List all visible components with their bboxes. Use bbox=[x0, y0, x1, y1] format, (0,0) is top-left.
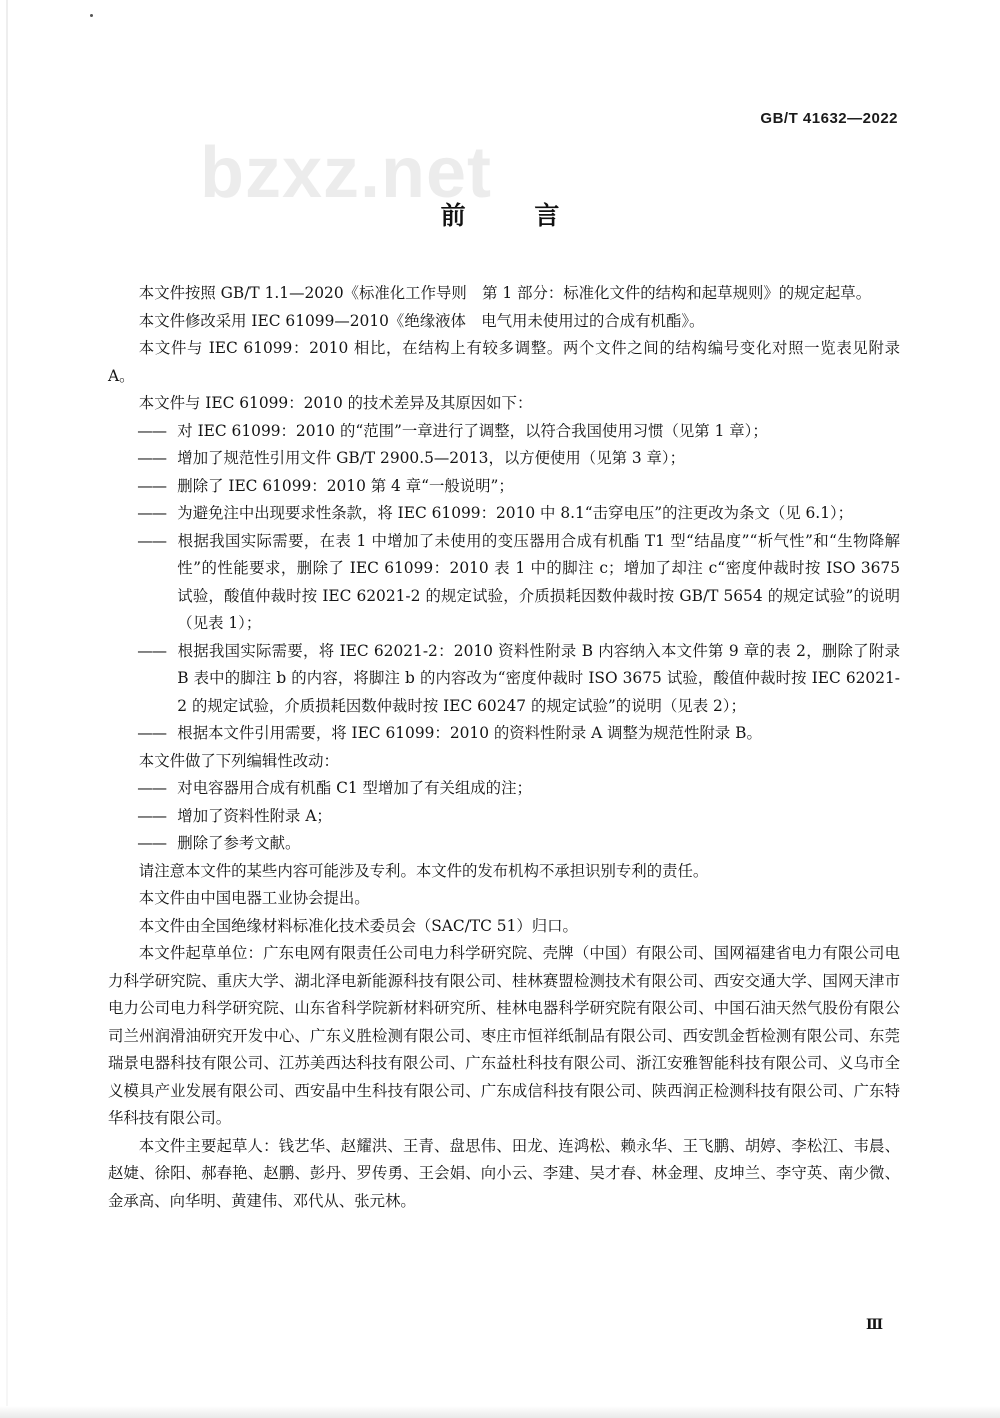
list-item-text: 根据我国实际需要，将 IEC 62021-2：2010 资料性附录 B 内容纳入本文件第 9 章的表 2，删除了附录 B 表中的脚注 b 的内容，将脚注 b 的内容改为“密度仲裁时 ISO 3675 试验，酸值仲裁时按 IEC 62021-2 的规定试验，介质损耗因数仲裁时按 IEC 60247 的规定试验”的说明（见表 2）； bbox=[177, 641, 900, 715]
paragraph-structure: 本文件与 IEC 61099：2010 相比，在结构上有较多调整。两个文件之间的结构编号变化对照一览表见附录 A。 bbox=[108, 339, 900, 385]
list-item bbox=[108, 638, 900, 721]
paragraph-committee: 本文件由全国绝缘材料标准化技术委员会（SAC/TC 51）归口。 bbox=[138, 916, 578, 935]
list-item-text: 增加了资料性附录 A； bbox=[177, 806, 332, 825]
paragraph-drafting-units: 本文件起草单位：广东电网有限责任公司电力科学研究院、壳牌（中国）有限公司、国网福建省电力有限公司电力科学研究院、重庆大学、湖北泽电新能源科技有限公司、桂林赛盟检测技术有限公司、西安交通大学、国网天津市电力公司电力科学研究院、山东省科学院新材料研究所、桂林电器科学研究院有限公司、中国石油天然气股份有限公司兰州润滑油研究开发中心、广东义胜检测有限公司、枣庄市恒祥纸制品有限公司、西安凯金哲检测有限公司、东莞瑞景电器科技有限公司、江苏美西达科技有限公司、广东益杜科技有限公司、浙江安雅智能科技有限公司、义乌市全义模具产业发展有限公司、西安晶中生科技有限公司、广东成信科技有限公司、陕西润正检测科技有限公司、广东特华科技有限公司。 bbox=[108, 944, 900, 1127]
dash-bullet: —— bbox=[137, 779, 167, 797]
list-item-text: 增加了规范性引用文件 GB/T 2900.5—2013，以方便使用（见第 3 章）； bbox=[177, 449, 686, 467]
list-item-text: 删除了参考文献。 bbox=[177, 834, 301, 852]
list-item-text: 根据我国实际需要，在表 1 中增加了未使用的变压器用合成有机酯 T1 型“结晶度”“析气性”和“生物降解性”的性能要求，删除了 IEC 61099：2010 表 1 中的脚注 c；增加了却注 c“密度仲裁时按 ISO 3675 试验，酸值仲裁时按 IEC 62021-2 的规定试验，介质损耗因数仲裁时按 GB/T 5654 的规定试验”的说明（见表 1）； bbox=[177, 531, 900, 632]
watermark: bzxz.net bbox=[200, 133, 493, 213]
dash-bullet: —— bbox=[137, 806, 167, 825]
list-item-text: 删除了 IEC 61099：2010 第 4 章“一般说明”； bbox=[177, 476, 514, 495]
list-item bbox=[108, 445, 900, 473]
paragraph-adoption: 本文件修改采用 IEC 61099—2010《绝缘液体 电气用未使用过的合成有机酯》。 bbox=[138, 311, 705, 330]
paragraph-patent-notice: 请注意本文件的某些内容可能涉及专利。本文件的发布机构不承担识别专利的责任。 bbox=[138, 861, 709, 880]
dash-bullet: —— bbox=[137, 504, 167, 522]
dash-bullet: —— bbox=[137, 421, 167, 440]
foreword-body bbox=[108, 280, 900, 1215]
list-item bbox=[108, 528, 900, 638]
list-item-text: 对 IEC 61099：2010 的“范围”一章进行了调整，以符合我国使用习惯（见第 1 章）； bbox=[177, 421, 768, 440]
dash-bullet: —— bbox=[137, 449, 167, 467]
scan-speck bbox=[90, 14, 93, 17]
dash-bullet: —— bbox=[137, 641, 167, 660]
scan-bottom-edge bbox=[0, 1406, 1000, 1418]
list-item bbox=[108, 473, 900, 501]
standard-code: GB/T 41632—2022 bbox=[760, 110, 898, 127]
list-item bbox=[108, 830, 900, 858]
dash-bullet: —— bbox=[137, 834, 167, 852]
list-item bbox=[108, 500, 900, 528]
list-item-text: 对电容器用合成有机酯 C1 型增加了有关组成的注； bbox=[177, 779, 532, 797]
dash-bullet: —— bbox=[137, 476, 167, 495]
paragraph-tech-diff-intro: 本文件与 IEC 61099：2010 的技术差异及其原因如下： bbox=[138, 394, 533, 412]
list-item bbox=[108, 720, 900, 748]
dash-bullet: —— bbox=[137, 724, 167, 742]
page-number: Ⅲ bbox=[865, 1317, 882, 1333]
dash-bullet: —— bbox=[137, 531, 167, 550]
paragraph-drafters: 本文件主要起草人：钱艺华、赵耀洪、王青、盘思伟、田龙、连鸿松、赖永华、王飞鹏、胡婷、李松江、韦晨、赵婕、徐阳、郝春艳、赵鹏、彭丹、罗传勇、王会娟、向小云、李建、吴才春、林金理、皮坤兰、李守英、南少微、金承高、向华明、黄建伟、邓代从、张元林。 bbox=[108, 1136, 900, 1210]
list-item bbox=[108, 418, 900, 446]
paragraph-drafting-rules: 本文件按照 GB/T 1.1—2020《标准化工作导则 第 1 部分：标准化文件的结构和起草规则》的规定起草。 bbox=[138, 284, 872, 302]
list-item-text: 根据本文件引用需要，将 IEC 61099：2010 的资料性附录 A 调整为规范性附录 B。 bbox=[177, 724, 762, 742]
paragraph-editorial-intro: 本文件做了下列编辑性改动： bbox=[138, 751, 339, 770]
list-item bbox=[108, 803, 900, 831]
page-title: 前 言 bbox=[440, 201, 590, 230]
paragraph-proposer: 本文件由中国电器工业协会提出。 bbox=[138, 889, 370, 907]
list-item bbox=[108, 775, 900, 803]
list-item-text: 为避免注中出现要求性条款，将 IEC 61099：2010 中 8.1“击穿电压”的注更改为条文（见 6.1）； bbox=[177, 504, 854, 522]
